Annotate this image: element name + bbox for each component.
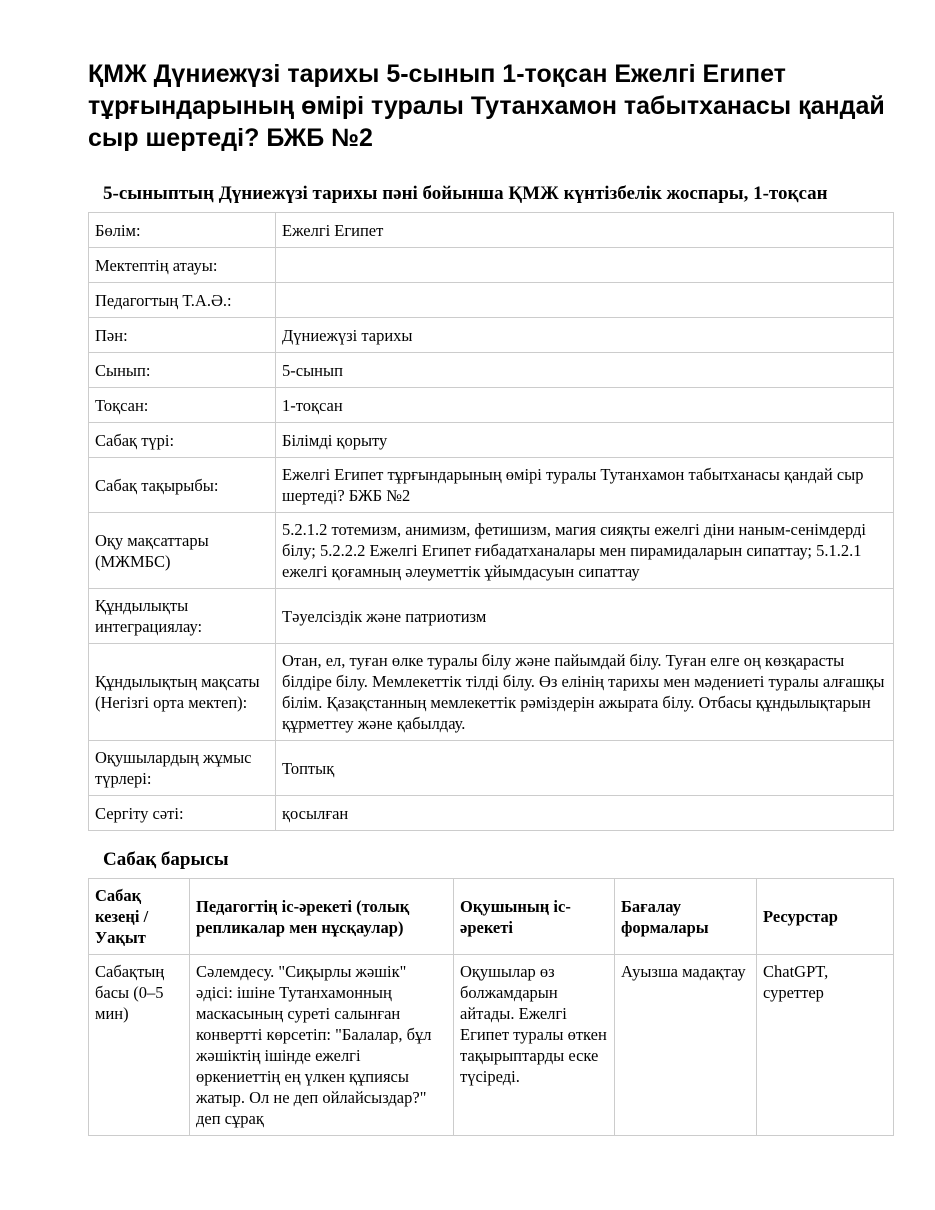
info-value: Топтық — [276, 741, 894, 796]
stage-cell: Сабақтың басы (0–5 мин) — [89, 955, 190, 1136]
table-row — [89, 644, 894, 741]
info-label: Мектептің атауы: — [89, 248, 276, 283]
table-header-row — [89, 879, 894, 955]
info-value: Ежелгі Египет тұрғындарының өмірі туралы Тутанхамон табытханасы қандай сыр шертеді? БЖБ №2 — [276, 458, 894, 513]
table-row — [89, 283, 894, 318]
plan-heading: 5-сыныптың Дүниежүзі тарихы пәні бойынша ҚМЖ күнтізбелік жоспары, 1-тоқсан — [103, 183, 828, 204]
table-row — [89, 741, 894, 796]
info-value: 5.2.1.2 тотемизм, анимизм, фетишизм, магия сияқты ежелгі діни наным-сенімдерді білу; 5.2.2.2 Ежелгі Египет ғибадатханалары мен пирамидаларын сипаттау; 5.1.2.1 ежелгі қоғамның әлеуметтік ұйымдасуын сипаттау — [276, 513, 894, 589]
info-value: Ежелгі Египет — [276, 213, 894, 248]
table-row — [89, 388, 894, 423]
table-row — [89, 353, 894, 388]
info-label: Сабақ түрі: — [89, 423, 276, 458]
info-label: Оқу мақсаттары (МЖМБС) — [89, 513, 276, 589]
table-row — [89, 318, 894, 353]
info-value: Отан, ел, туған өлке туралы білу және пайымдай білу. Туған елге оң көзқарасты білдіре білу. Мемлекеттік тілді білу. Өз елінің тарихы мен мәдениеті туралы алғашқы білім. Қазақстанның мемлекеттік рәміздерін ажырата білу. Отбасы құндылықтарын құрметтеу және қабылдау. — [276, 644, 894, 741]
info-value: 1-тоқсан — [276, 388, 894, 423]
table-row — [89, 423, 894, 458]
info-value — [276, 283, 894, 318]
teacher-activity-cell: Сәлемдесу. "Сиқырлы жәшік" әдісі: ішіне Тутанхамонның маскасының суреті салынған конвертті көрсетіп: "Балалар, бұл жәшіктің ішінде ежелгі өркениеттің ең үлкен құпиясы жатыр. Ол не деп ойлайсыздар?" деп сұрақ — [190, 955, 454, 1136]
table-row — [89, 955, 894, 1136]
info-label: Педагогтың Т.А.Ә.: — [89, 283, 276, 318]
document-page — [88, 58, 893, 1136]
info-value: 5-сынып — [276, 353, 894, 388]
column-header-student: Оқушының іс-әрекеті — [454, 879, 615, 955]
info-label: Пән: — [89, 318, 276, 353]
column-header-assessment: Бағалау формалары — [615, 879, 757, 955]
column-header-stage: Сабақ кезеңі / Уақыт — [89, 879, 190, 955]
info-value: Дүниежүзі тарихы — [276, 318, 894, 353]
lesson-heading: Сабақ барысы — [103, 849, 229, 870]
document-title: ҚМЖ Дүниежүзі тарихы 5-сынып 1-тоқсан Ежелгі Египет тұрғындарының өмірі туралы Тутанхамон табытханасы қандай сыр шертеді? БЖБ №2 — [88, 60, 885, 152]
info-label: Сынып: — [89, 353, 276, 388]
info-label: Тоқсан: — [89, 388, 276, 423]
info-label: Сергіту сәті: — [89, 796, 276, 831]
resources-cell: ChatGPT, суреттер — [757, 955, 894, 1136]
table-row — [89, 248, 894, 283]
column-header-resources: Ресурстар — [757, 879, 894, 955]
info-label: Сабақ тақырыбы: — [89, 458, 276, 513]
info-value: Тәуелсіздік және патриотизм — [276, 589, 894, 644]
table-row — [89, 213, 894, 248]
info-label: Бөлім: — [89, 213, 276, 248]
column-header-teacher: Педагогтің іс-әрекеті (толық репликалар мен нұсқаулар) — [190, 879, 454, 955]
info-label: Оқушылардың жұмыс түрлері: — [89, 741, 276, 796]
table-row — [89, 513, 894, 589]
lesson-flow-table — [88, 878, 894, 1136]
student-activity-cell: Оқушылар өз болжамдарын айтады. Ежелгі Египет туралы өткен тақырыптарды еске түсіреді. — [454, 955, 615, 1136]
table-row — [89, 796, 894, 831]
info-label: Құндылықты интеграциялау: — [89, 589, 276, 644]
lesson-info-table — [88, 212, 894, 831]
info-value: Білімді қорыту — [276, 423, 894, 458]
assessment-cell: Ауызша мадақтау — [615, 955, 757, 1136]
table-row — [89, 589, 894, 644]
table-row — [89, 458, 894, 513]
info-label: Құндылықтың мақсаты (Негізгі орта мектеп): — [89, 644, 276, 741]
info-value: қосылған — [276, 796, 894, 831]
info-value — [276, 248, 894, 283]
